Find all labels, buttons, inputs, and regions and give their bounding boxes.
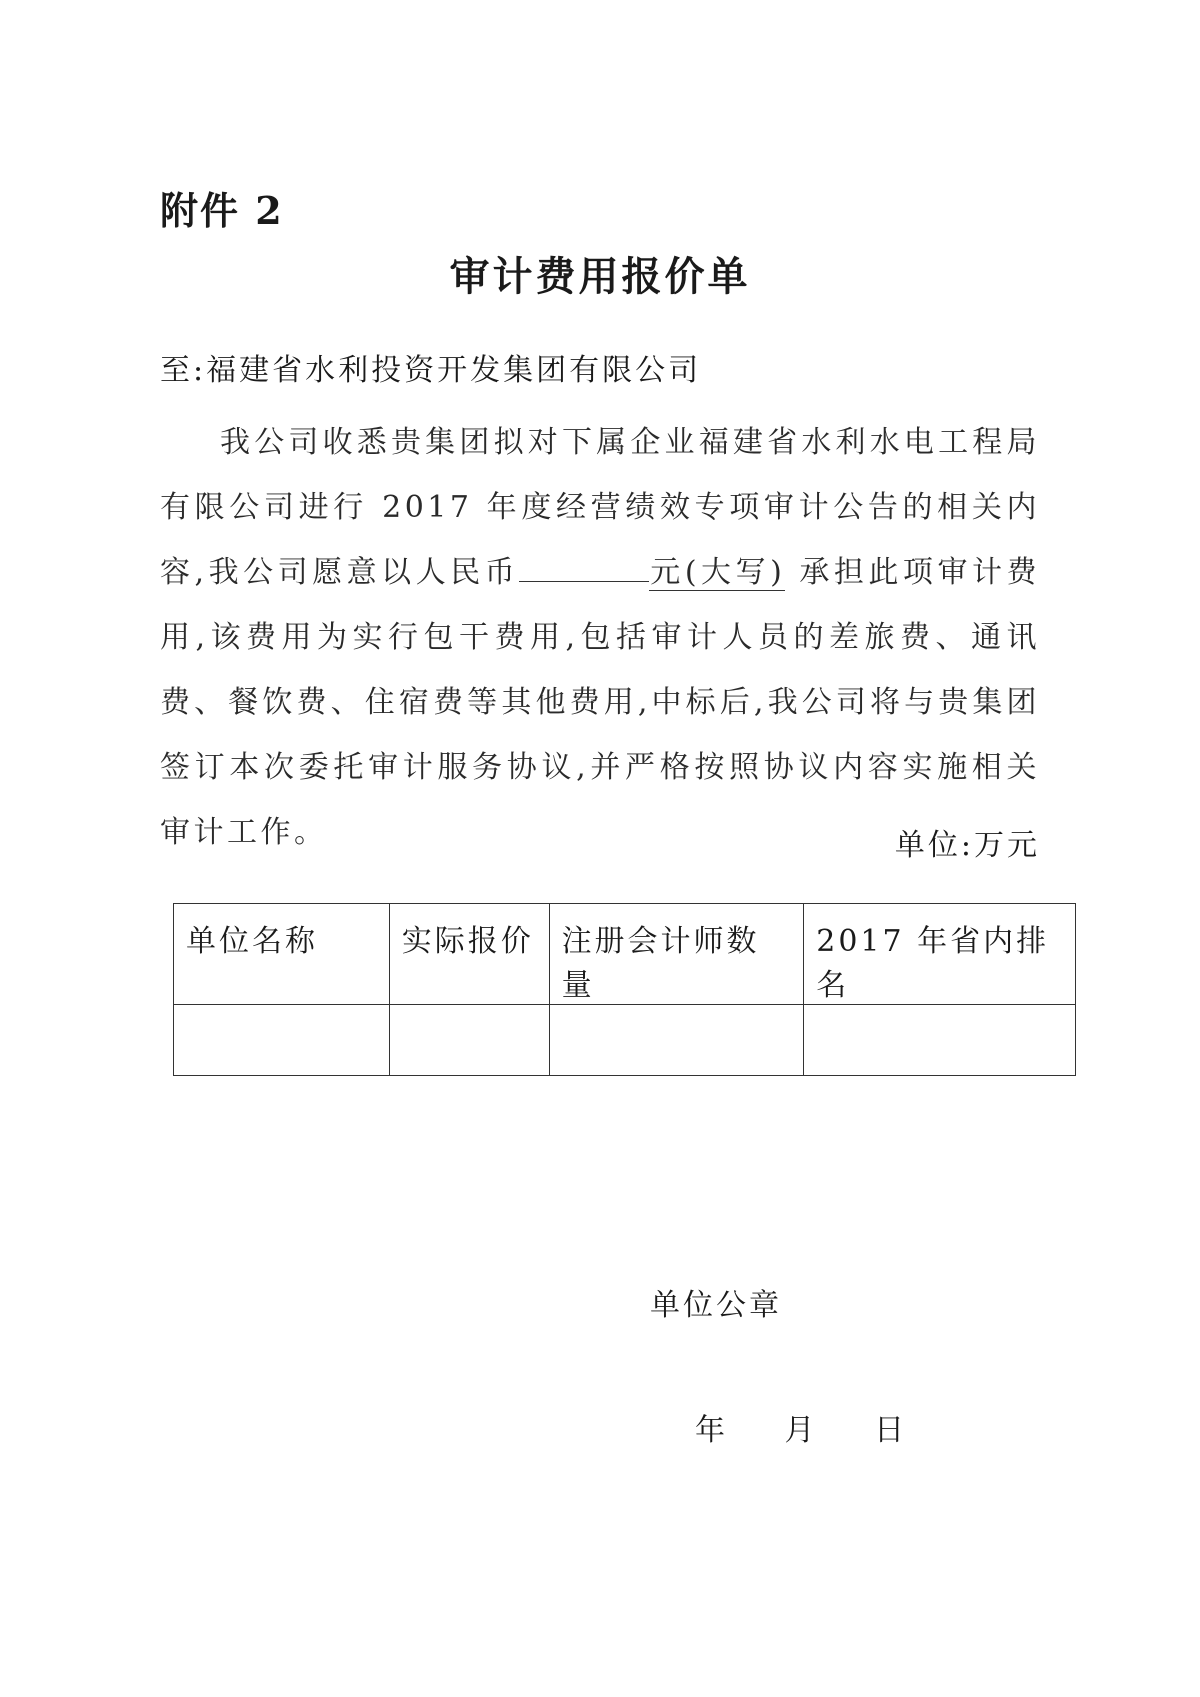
date-day: 日 xyxy=(874,1413,905,1448)
cell-unit-name xyxy=(174,1005,390,1076)
body-paragraph xyxy=(160,410,1040,865)
table-row xyxy=(174,1005,1076,1076)
date-line xyxy=(695,1405,904,1449)
header-actual-quote: 实际报价 xyxy=(389,904,549,1005)
body-text-part1: 我公司收悉贵集团拟对下属企业福建省水利水电工程局有限公司进行 2017 年度经营绩效专项审计公告的相关内容,我公司愿意以人民币 xyxy=(160,425,1040,590)
cell-cpa-count xyxy=(549,1005,804,1076)
quote-table xyxy=(173,903,1076,1076)
attachment-label: 附件 2 xyxy=(160,188,284,233)
body-text-part2: 承担此项审计费用,该费用为实行包干费用,包括审计人员的差旅费、通讯费、餐饮费、住宿费等其他费用,中标后,我公司将与贵集团签订本次委托审计服务协议,并严格按照协议内容实施相关审计工作。 xyxy=(160,555,1040,850)
header-unit-name: 单位名称 xyxy=(174,904,390,1005)
currency-suffix: 元(大写) xyxy=(649,555,786,590)
cell-actual-quote xyxy=(389,1005,549,1076)
date-month: 月 xyxy=(784,1413,815,1448)
cell-provincial-rank xyxy=(804,1005,1076,1076)
table-header-row xyxy=(174,904,1076,1005)
unit-label: 单位:万元 xyxy=(894,828,1040,863)
date-year: 年 xyxy=(695,1413,725,1448)
recipient-line: 至:福建省水利投资开发集团有限公司 xyxy=(160,353,702,388)
seal-label: 单位公章 xyxy=(650,1288,782,1323)
header-provincial-rank: 2017 年省内排名 xyxy=(804,904,1076,1005)
document-title: 审计费用报价单 xyxy=(449,253,751,300)
amount-blank xyxy=(519,555,649,582)
header-cpa-count: 注册会计师数量 xyxy=(549,904,804,1005)
